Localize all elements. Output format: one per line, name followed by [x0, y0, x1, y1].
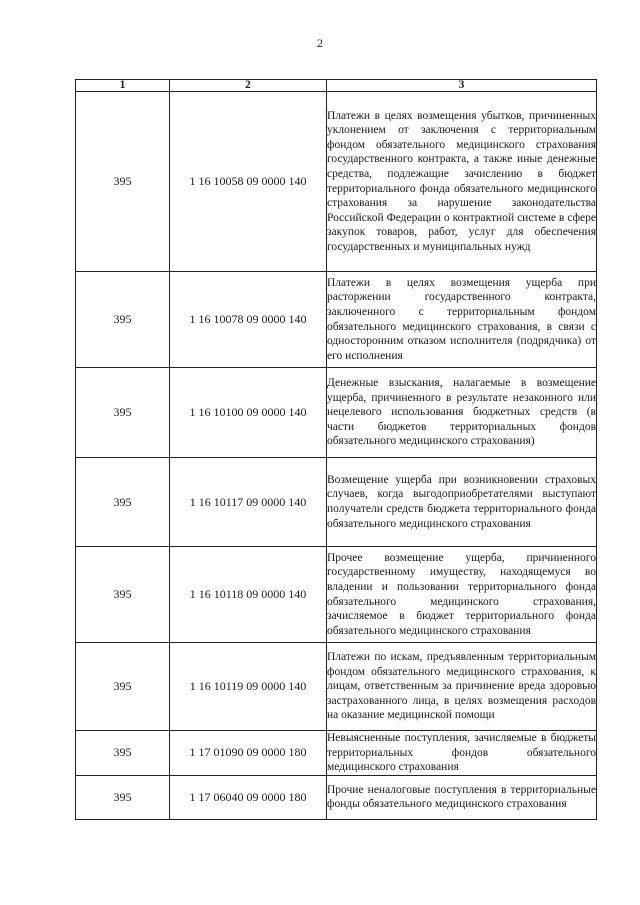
- table-row: [76, 272, 597, 368]
- kbk-code-cell: 1 16 10118 09 0000 140: [170, 547, 327, 643]
- admin-code-cell: 395: [76, 92, 170, 272]
- table-row: [76, 92, 597, 272]
- table-header-row: [76, 80, 597, 92]
- table-row: [76, 368, 597, 458]
- description-cell: Платежи в целях возмещения убытков, причиненных уклонением от заключения с территориальным фондом обязательного медицинского страхования государственного контракта, а также иные денежные средства, подлежащие зачислению в бюджет территориального фонда обязательного медицинского страхования за нарушение законодательства Российской Федерации о контрактной системе в сфере закупок товаров, работ, услуг для обеспечения государственных и муниципальных нужд: [327, 92, 597, 272]
- revenue-codes-table: [75, 79, 597, 820]
- description-cell: Денежные взыскания, налагаемые в возмещение ущерба, причиненного в результате незаконного или нецелевого использования бюджетных средств (в части бюджетов территориальных фондов обязательного медицинского страхования): [327, 368, 597, 458]
- table-row: [76, 731, 597, 776]
- column-header-3: 3: [327, 80, 597, 92]
- admin-code-cell: 395: [76, 272, 170, 368]
- admin-code-cell: 395: [76, 368, 170, 458]
- description-cell: Прочие неналоговые поступления в территориальные фонды обязательного медицинского страхования: [327, 775, 597, 819]
- admin-code-cell: 395: [76, 775, 170, 819]
- description-cell: Невыясненные поступления, зачисляемые в бюджеты территориальных фондов обязательного медицинского страхования: [327, 731, 597, 776]
- kbk-code-cell: 1 17 06040 09 0000 180: [170, 775, 327, 819]
- kbk-code-cell: 1 16 10078 09 0000 140: [170, 272, 327, 368]
- table-row: [76, 547, 597, 643]
- kbk-code-cell: 1 16 10058 09 0000 140: [170, 92, 327, 272]
- page-number: 2: [317, 36, 323, 50]
- description-cell: Возмещение ущерба при возникновении страховых случаев, когда выгодоприобретателями выступают получатели средств бюджета территориального фонда обязательного медицинского страхования: [327, 458, 597, 547]
- table-row: [76, 458, 597, 547]
- admin-code-cell: 395: [76, 547, 170, 643]
- column-header-2: 2: [170, 80, 327, 92]
- column-header-1: 1: [76, 80, 170, 92]
- kbk-code-cell: 1 16 10119 09 0000 140: [170, 643, 327, 731]
- description-cell: Платежи по искам, предъявленным территориальным фондом обязательного медицинского страхования, к лицам, ответственным за причинение вреда здоровью застрахованного лица, в целях возмещения расходов на оказание медицинской помощи: [327, 643, 597, 731]
- table-row: [76, 643, 597, 731]
- table-row: [76, 775, 597, 819]
- admin-code-cell: 395: [76, 731, 170, 776]
- kbk-code-cell: 1 16 10117 09 0000 140: [170, 458, 327, 547]
- kbk-code-cell: 1 16 10100 09 0000 140: [170, 368, 327, 458]
- description-cell: Платежи в целях возмещения ущерба при расторжении государственного контракта, заключенного с территориальным фондом обязательного медицинского страхования, в связи с односторонним отказом исполнителя (подрядчика) от его исполнения: [327, 272, 597, 368]
- description-cell: Прочее возмещение ущерба, причиненного государственному имуществу, находящемуся во владении и пользовании территориального фонда обязательного медицинского страхования, зачисляемое в бюджет территориального фонда обязательного медицинского страхования: [327, 547, 597, 643]
- kbk-code-cell: 1 17 01090 09 0000 180: [170, 731, 327, 776]
- admin-code-cell: 395: [76, 458, 170, 547]
- admin-code-cell: 395: [76, 643, 170, 731]
